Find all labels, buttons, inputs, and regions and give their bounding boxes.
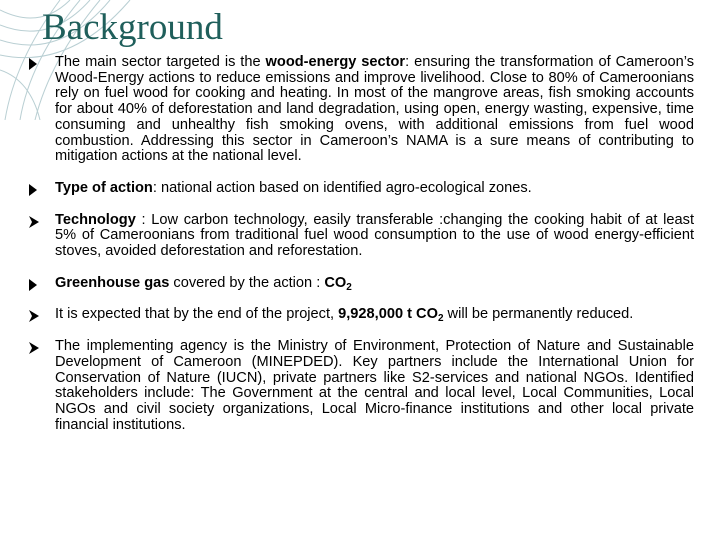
bullet-technology-bold: Technology xyxy=(55,211,136,228)
page-title: Background xyxy=(42,7,223,48)
bullet-sector-bold: wood-energy sector xyxy=(265,54,406,70)
bullet-greenhouse-gas-text: covered by the action : xyxy=(169,274,325,291)
bullet-greenhouse-gas xyxy=(28,276,694,292)
bullet-technology xyxy=(28,213,694,260)
bullet-action-type-text: : national action based on identified agro-ecological zones. xyxy=(152,179,532,196)
arrowhead-bullet-icon xyxy=(28,341,42,355)
arrowhead-bullet-icon xyxy=(28,215,42,229)
bullet-expected-text: It is expected that by the end of the project, xyxy=(55,306,339,323)
bullet-expected-text-after: will be permanently reduced. xyxy=(443,306,634,323)
bullet-sector xyxy=(28,55,694,165)
bullet-sector-text: : ensuring the transformation of Cameroon’s Wood-Energy actions to reduce emissions and improve livelihood. Close to 80% of Cameroonians rely on fuel wood for cooking and heating. In most of the mangrove areas, fish smoking accounts for about 40% of deforestation and land degradation, using open, energy wasting, expensive, time consuming and unhealthy fish smoking ovens, with additional emissions from fuel wood combustion. Addressing this sector in Cameroon’s NAMA is a sure means of contributing to mitigation actions at the national level. xyxy=(55,54,694,165)
bullet-greenhouse-gas-bold: Greenhouse gas xyxy=(55,274,170,291)
bullet-technology-text: : Low carbon technology, easily transferable :changing the cooking habit of at least 5% of Cameroonians from traditional fuel wood consumption to the use of wood energy-efficient stoves, avoided deforestation and reforestation. xyxy=(55,211,694,260)
bullet-implementing-agency xyxy=(28,339,694,433)
triangle-bullet-icon xyxy=(28,278,42,292)
bullet-list xyxy=(28,55,694,433)
bullet-expected-reduction xyxy=(28,307,694,323)
co2-formula: CO xyxy=(324,274,347,291)
bullet-action-type-bold: Type of action xyxy=(55,179,153,196)
reduction-amount-subscript: 2 xyxy=(437,313,444,325)
bullet-sector-intro: The main sector targeted is the xyxy=(55,54,266,70)
bullet-action-type xyxy=(28,181,694,197)
reduction-amount: 9,928,000 t CO xyxy=(338,306,438,323)
arrowhead-bullet-icon xyxy=(28,309,42,323)
triangle-bullet-icon xyxy=(28,183,42,197)
co2-subscript: 2 xyxy=(346,281,352,293)
triangle-bullet-icon xyxy=(28,57,42,71)
bullet-implementing-agency-text: The implementing agency is the Ministry of Environment, Protection of Nature and Sustainable Development of Cameroon (MINEPDED). Key partners include the International Union for Conservation of Nature (IUCN), private partners like S2-services and national NGOs. Identified stakeholders include: The Government at the central and local level, Local Communities, Local NGOs and civil society organizations, Local Micro-finance institutions and other local private financial institutions. xyxy=(55,338,694,433)
